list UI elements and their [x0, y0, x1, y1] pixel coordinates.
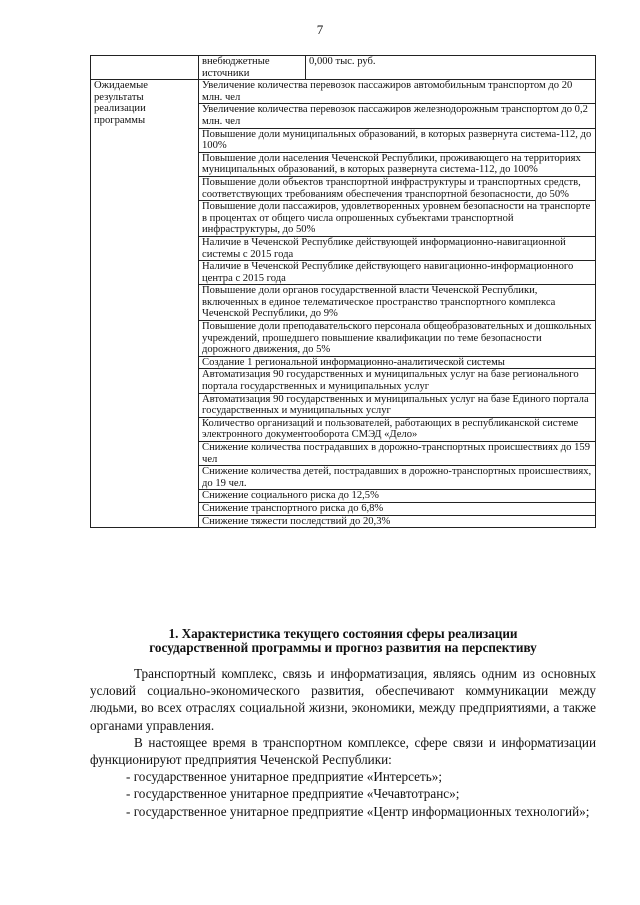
section-label-line: результаты — [94, 91, 144, 103]
paragraph-1: Транспортный комплекс, связь и информатизация, являясь одним из основных условий социально-экономического развития, обеспечивают коммуникации между людьми, во всех отраслях социальной жизни, экономики, между предприятиями, а также органами управления. — [90, 666, 596, 733]
result-cell: Автоматизация 90 государственных и муниципальных услуг на базе Единого портала государственных и муниципальных услуг — [199, 393, 596, 417]
section-label-line: программы — [94, 114, 146, 126]
result-cell: Создание 1 региональной информационно-аналитической системы — [199, 356, 596, 369]
result-cell: Повышение доли преподавательского персонала общеобразовательных и дошкольных учреждений, прошедшего повышение квалификации по теме безопасности дорожного движения, до 5% — [199, 321, 596, 357]
result-cell: Повышение доли органов государственной власти Чеченской Республики, включенных в единое телематическое пространство транспортного комплекса Чеченской Республики, до 9% — [199, 285, 596, 321]
empty-label-cell — [91, 56, 199, 80]
result-cell: Снижение транспортного риска до 6,8% — [199, 502, 596, 515]
bullet-item-3: - государственное унитарное предприятие «Центр информационных технологий»; — [126, 803, 590, 819]
section-label-cell — [91, 80, 199, 528]
result-cell: Наличие в Чеченской Республике действующей информационно-навигационной системы с 2015 года — [199, 236, 596, 260]
result-cell: Снижение количества пострадавших в дорожно-транспортных происшествиях до 159 чел — [199, 442, 596, 466]
result-cell: Повышение доли муниципальных образований, в которых развернута система-112, до 100% — [199, 128, 596, 152]
bullet-item-1: - государственное унитарное предприятие «Интерсеть»; — [126, 769, 443, 785]
result-cell: Увеличение количества перевозок пассажиров железнодорожным транспортом до 0,2 млн. чел — [199, 104, 596, 128]
result-cell: Снижение социального риска до 12,5% — [199, 490, 596, 503]
program-passport-table — [90, 55, 596, 528]
paragraph-2: В настоящее время в транспортном комплексе, сфере связи и информатизации функционируют предприятия Чеченской Республики: — [90, 734, 596, 768]
section-heading — [90, 627, 596, 655]
funding-value-cell: 0,000 тыс. руб. — [306, 56, 596, 80]
result-cell: Количество организаций и пользователей, работающих в республиканской системе электронного документооборота СМЭД «Дело» — [199, 417, 596, 441]
section-heading-line-2: государственной программы и прогноз развития на перспективу — [149, 640, 537, 655]
section-heading-line-1: 1. Характеристика текущего состояния сферы реализации — [168, 626, 518, 641]
section-label-line: реализации — [94, 103, 146, 115]
section-label-line: Ожидаемые — [94, 80, 148, 92]
funding-row — [91, 56, 596, 80]
result-cell: Повышение доли объектов транспортной инфраструктуры и транспортных средств, соответствующих требованиям обеспечения транспортной безопасности, до 50% — [199, 176, 596, 200]
result-cell: Снижение количества детей, пострадавших в дорожно-транспортных происшествиях, до 19 чел. — [199, 466, 596, 490]
result-cell: Наличие в Чеченской Республике действующего навигационно-информационного центра с 2015 года — [199, 261, 596, 285]
result-cell: Повышение доли пассажиров, удовлетворенных уровнем безопасности на транспорте в процентах от общего числа опрошенных субъектами транспортной инфраструктуры, до 50% — [199, 201, 596, 237]
result-cell: Увеличение количества перевозок пассажиров автомобильным транспортом до 20 млн. чел — [199, 80, 596, 104]
funding-source-cell: внебюджетные источники — [199, 56, 306, 80]
result-row — [91, 80, 596, 104]
result-cell: Автоматизация 90 государственных и муниципальных услуг на базе регионального портала государственных и муниципальных услуг — [199, 369, 596, 393]
bullet-item-2: - государственное унитарное предприятие «Чечавтотранс»; — [126, 786, 460, 802]
result-cell: Повышение доли населения Чеченской Республики, проживающего на территориях муниципальных образований, в которых развернута система-112, до 100% — [199, 152, 596, 176]
result-cell: Снижение тяжести последствий до 20,3% — [199, 515, 596, 528]
page-number: 7 — [316, 22, 324, 37]
body-text — [90, 665, 596, 820]
